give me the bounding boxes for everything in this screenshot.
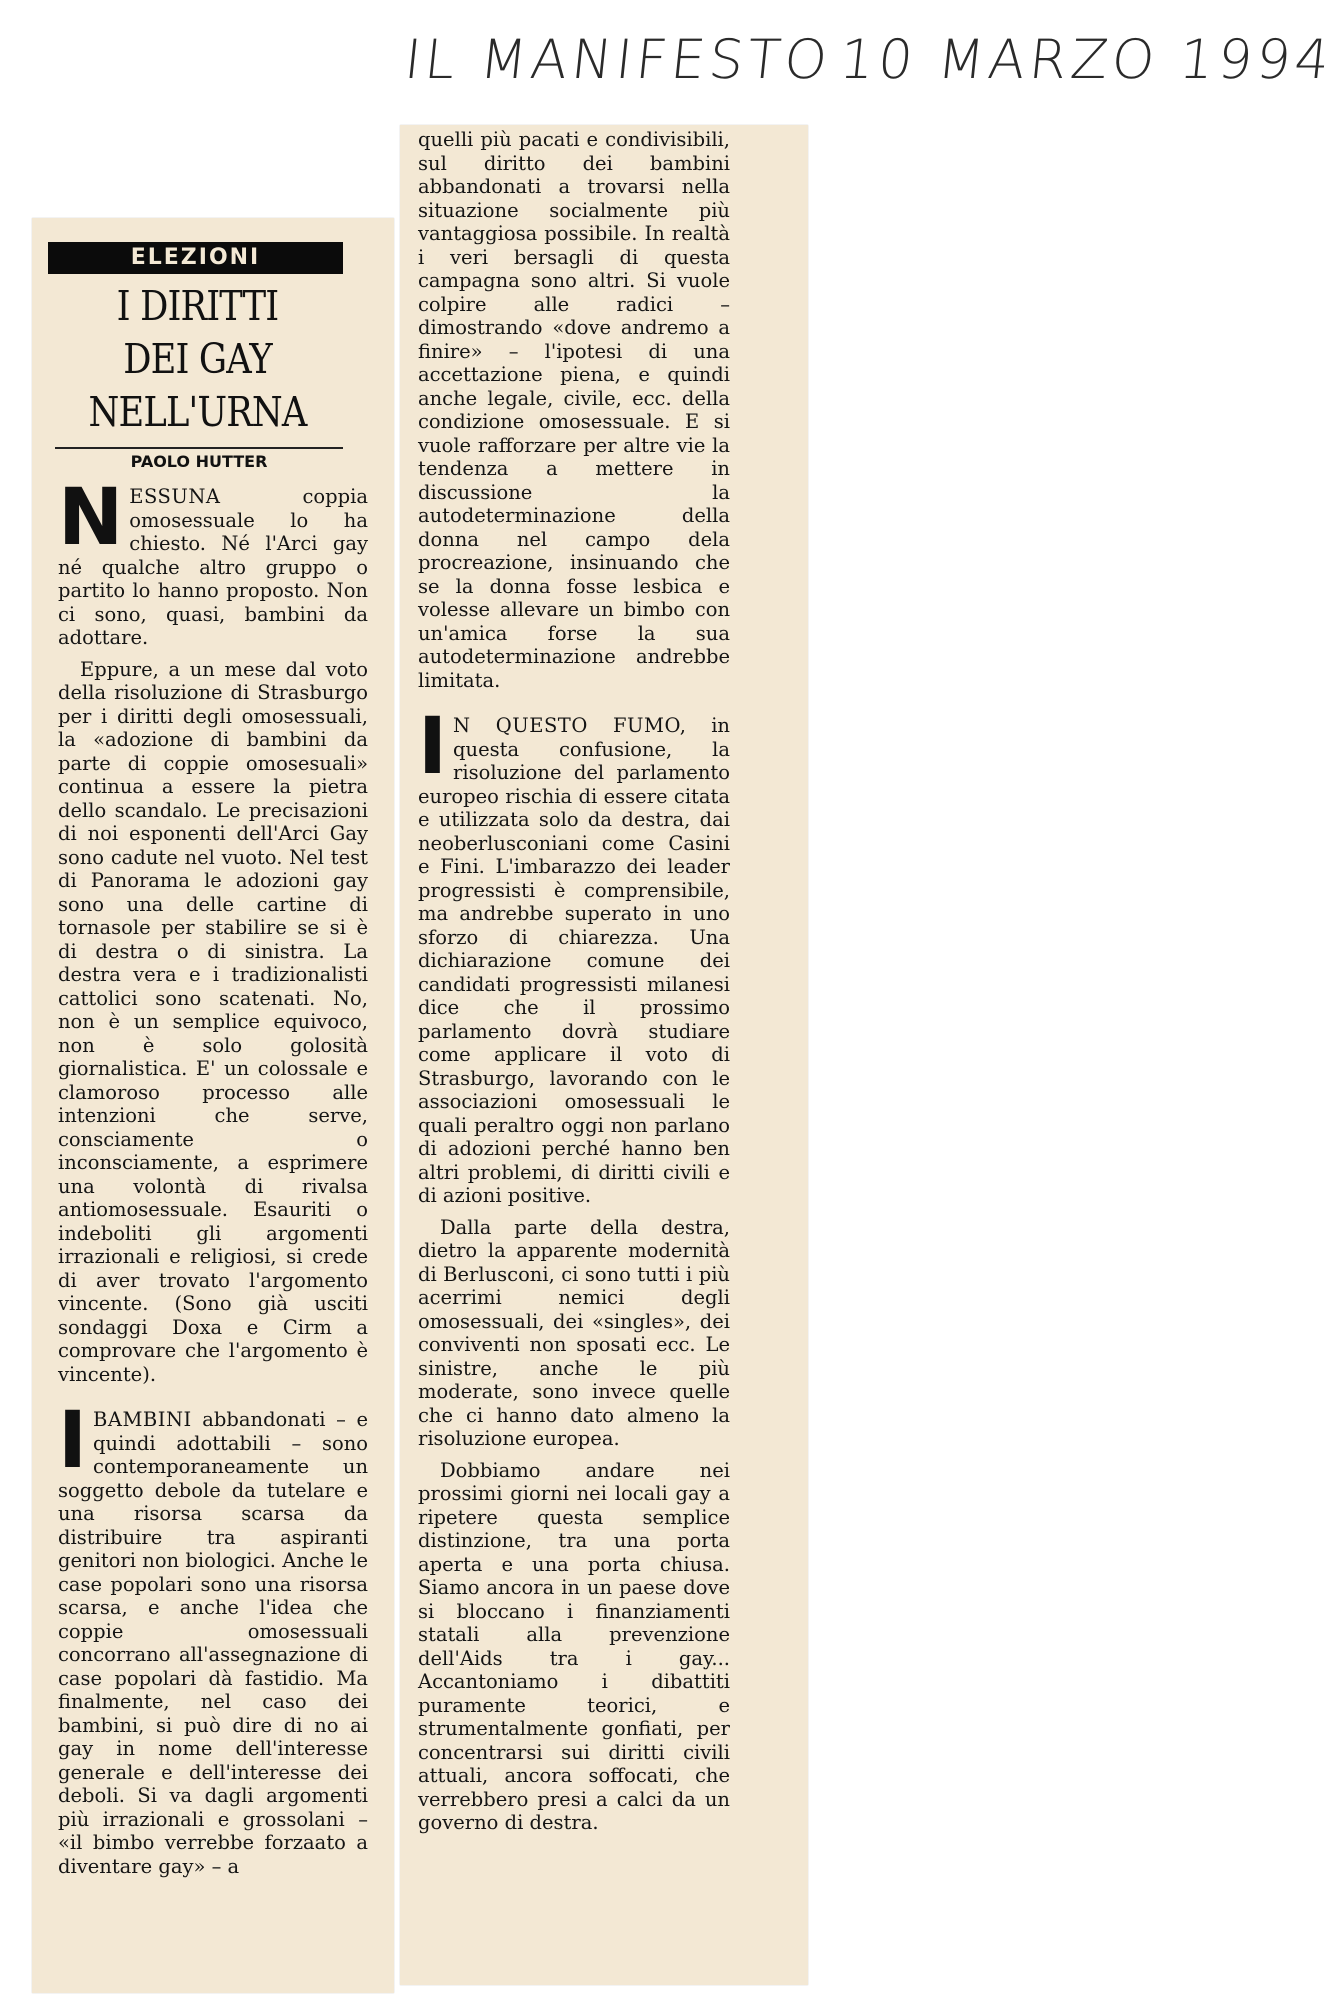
section-kicker: ELEZIONI — [48, 242, 343, 274]
byline-divider — [55, 447, 343, 449]
headline-line-1: I DIRITTI — [116, 282, 279, 330]
drop-cap: I — [58, 1396, 88, 1486]
author-byline: PAOLO HUTTER — [130, 452, 268, 471]
paragraph-text: abbandonati – e quindi adottabili – sono contemporaneamente un soggetto debole da tutelare e una risorsa scarsa da distribuire tra aspiranti genitori non biologici. Anche le case popolari sono una risorsa scarsa, e anche l'idea che coppie omosessuali concorrano all'assegnazione di case popolari dà fastidio. Ma finalmente, nel caso dei bambini, si può dire di no ai gay in nome dell'interesse generale e dell'interesse dei deboli. Si va dagli argomenti più irrazionali e grossolani – «il bimbo verrebbe forzaato a diventare gay» – a — [58, 1408, 368, 1878]
headline-line-2: DEI GAY — [123, 335, 272, 383]
article-body-left — [58, 473, 368, 1878]
lead-word: BAMBINI — [93, 1408, 192, 1431]
paragraph-6: Dalla parte della destra, dietro la apparente modernità di Berlusconi, ci sono tutti i più acerrimi nemici degli omosessuali, dei «singles», dei conviventi non sposati ecc. Le sinistre, anche le più moderate, sono invece quelle che ci hanno dato almeno la risoluzione europea. — [418, 1215, 730, 1450]
headline-line-3: NELL'URNA — [88, 388, 307, 436]
paragraph-7: Dobbiamo andare nei prossimi giorni nei locali gay a ripetere questa semplice distinzione, tra una porta aperta e una porta chiusa. Siamo ancora in un paese dove si bloccano i finanziamenti statali alla prevenzione dell'Aids tra i gay... Accantoniamo i dibattiti puramente teorici, e strumentalmente gonfiati, per concentrarsi sui diritti civili attuali, ancora soffocati, che verrebbero presi a calci da un governo di destra. — [418, 1458, 730, 1834]
lead-word: N QUESTO FUMO, — [453, 714, 687, 737]
paragraph-text: coppia omosessuale lo ha chiesto. Né l'Arci gay né qualche altro gruppo o partito lo hanno proposto. Non ci sono, quasi, bambini da adottare. — [58, 485, 368, 649]
lead-word: ESSUNA — [129, 485, 221, 508]
article-headline — [62, 280, 333, 439]
paragraph-5 — [418, 702, 730, 1208]
paragraph-2: Eppure, a un mese dal voto della risoluzione di Strasburgo per i diritti degli omosessuali, la «adozione di bambini da parte di coppie omosesuali» continua a essere la pietra dello scandalo. Le precisazioni di noi esponenti dell'Arci Gay sono cadute nel vuoto. Nel test di Panorama le adozioni gay sono una delle cartine di tornasole per stabilire se si è di destra o di sinistra. La destra vera e i tradizionalisti cattolici sono scatenati. No, non è un semplice equivoco, non è solo golosità giornalistica. E' un colossale e clamoroso processo alle intenzioni che serve, consciamente o inconsciamente, a esprimere una volontà di rivalsa antiomosessuale. Esauriti o indeboliti gli argomenti irrazionali e religiosi, si crede di aver trovato l'argomento vincente. (Sono già usciti sondaggi Doxa e Cirm a comprovare che l'argomento è vincente). — [58, 657, 368, 1386]
paragraph-4: quelli più pacati e condivisibili, sul diritto dei bambini abbandonati a trovarsi nella situazione socialmente più vantaggiosa possibile. In realtà i veri bersagli di questa campagna sono altri. Si vuole colpire alle radici – dimostrando «dove andremo a finire» – l'ipotesi di una accettazione piena, e quindi anche legale, civile, ecc. della condizione omosessuale. E si vuole rafforzare per altre vie la tendenza a mettere in discussione la autodeterminazione della donna nel campo dela procreazione, insinuando che se la donna fosse lesbica e volesse allevare un bimbo con un'amica forse la sua autodeterminazione andrebbe limitata. — [418, 128, 730, 692]
paragraph-text: in questa confusione, la risoluzione del parlamento europeo rischia di essere citata e utilizzata solo da destra, dai neoberlusconiani come Casini e Fini. L'imbarazzo dei leader progressisti è comprensibile, ma andrebbe superato in uno sforzo di chiarezza. Una dichiarazione comune dei candidati progressisti milanesi dice che il prossimo parlamento dovrà studiare come applicare il voto di Strasburgo, lavorando con le associazioni omosessuali le quali peraltro oggi non parlano di adozioni perché hanno ben altri problemi, di diritti civili e di azioni positive. — [418, 714, 730, 1207]
handwritten-newspaper-name: IL MANIFESTO — [401, 28, 835, 91]
paragraph-1 — [58, 473, 368, 650]
article-body-right — [418, 128, 730, 1835]
paragraph-3 — [58, 1396, 368, 1878]
handwritten-date: 10 MARZO 1994 — [836, 28, 1336, 91]
drop-cap: I — [418, 702, 448, 792]
drop-cap: N — [58, 473, 124, 563]
